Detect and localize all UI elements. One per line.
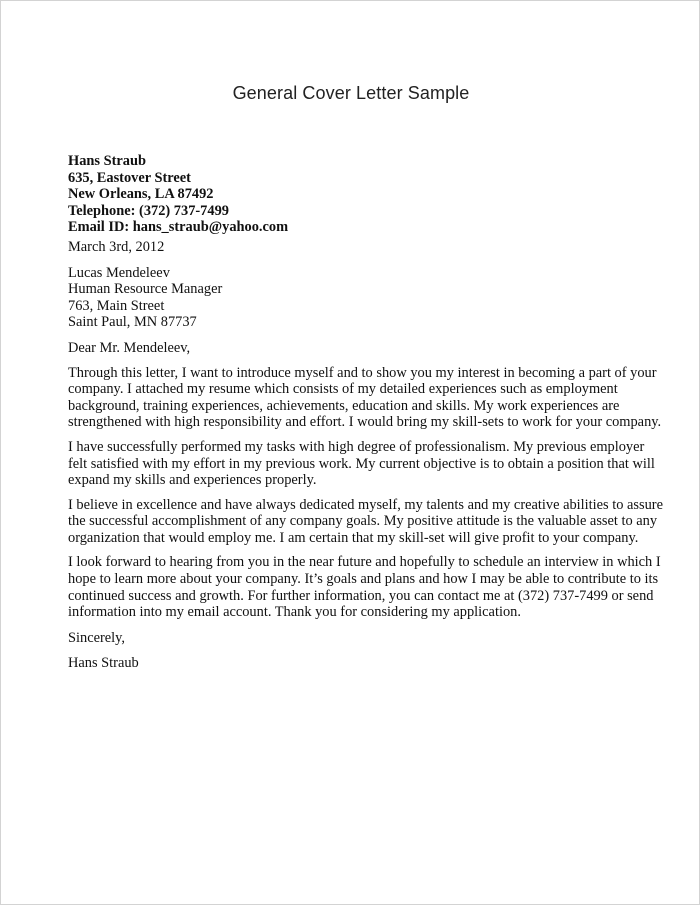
paragraph-line: felt satisfied with my effort in my previous work. My current objective is to obtain a position that will: [68, 455, 655, 472]
sender-telephone: Telephone: (372) 737-7499: [68, 202, 229, 219]
paragraph-line: background, training experiences, achievements, education and skills. My work experiences are: [68, 397, 620, 414]
recipient-address-block: [68, 265, 648, 331]
sender-email: Email ID: hans_straub@yahoo.com: [68, 219, 289, 236]
paragraph-line: company. I attached my resume which consists of my detailed experiences such as employment: [68, 381, 618, 398]
paragraph-line: continued success and growth. For further information, you can contact me at (372) 737-7499 or send: [68, 587, 654, 604]
paragraph-line: I look forward to hearing from you in the near future and hopefully to schedule an interview in which I: [68, 554, 661, 571]
document-title: General Cover Letter Sample: [232, 83, 470, 103]
recipient-street: 763, Main Street: [68, 297, 165, 314]
signature-name: Hans Straub: [68, 655, 139, 672]
paragraph-line: organization that would employ me. I am certain that my skill-set will give profit to your company.: [68, 529, 639, 546]
letter-body: [68, 153, 663, 672]
paragraph-line: strengthened with high responsibility and effort. I would bring my skill-sets to work for your company.: [68, 414, 662, 431]
recipient-title: Human Resource Manager: [68, 281, 223, 298]
paragraph-line: I have successfully performed my tasks with high degree of professionalism. My previous employer: [68, 438, 645, 455]
paragraph-line: Through this letter, I want to introduce myself and to show you my interest in becoming a part of your: [68, 364, 657, 381]
sender-address-block: [68, 153, 648, 236]
paragraph-experience: [68, 438, 655, 489]
paragraph-line: the successful accomplishment of any company goals. My positive attitude is the valuable asset to any: [68, 513, 658, 530]
paragraph-qualities: [68, 496, 663, 547]
complimentary-close: Sincerely,: [68, 629, 126, 646]
paragraph-line: expand my skills and experiences properly.: [68, 472, 317, 489]
paragraph-introduction: [68, 364, 662, 431]
paragraph-closing: [68, 554, 661, 621]
letter-date: March 3rd, 2012: [68, 238, 165, 255]
sender-name: Hans Straub: [68, 153, 146, 169]
paragraph-line: I believe in excellence and have always dedicated myself, my talents and my creative abilities to assure: [68, 496, 663, 513]
recipient-city: Saint Paul, MN 87737: [68, 314, 197, 331]
recipient-name: Lucas Mendeleev: [68, 264, 170, 281]
sender-street: 635, Eastover Street: [68, 169, 191, 186]
paragraph-line: information into my email account. Thank you for considering my application.: [68, 604, 521, 621]
paragraph-line: hope to learn more about your company. It’s goals and plans and how I may be able to contribute to its: [68, 571, 659, 588]
sender-city: New Orleans, LA 87492: [68, 186, 214, 203]
salutation: Dear Mr. Mendeleev,: [68, 339, 191, 356]
